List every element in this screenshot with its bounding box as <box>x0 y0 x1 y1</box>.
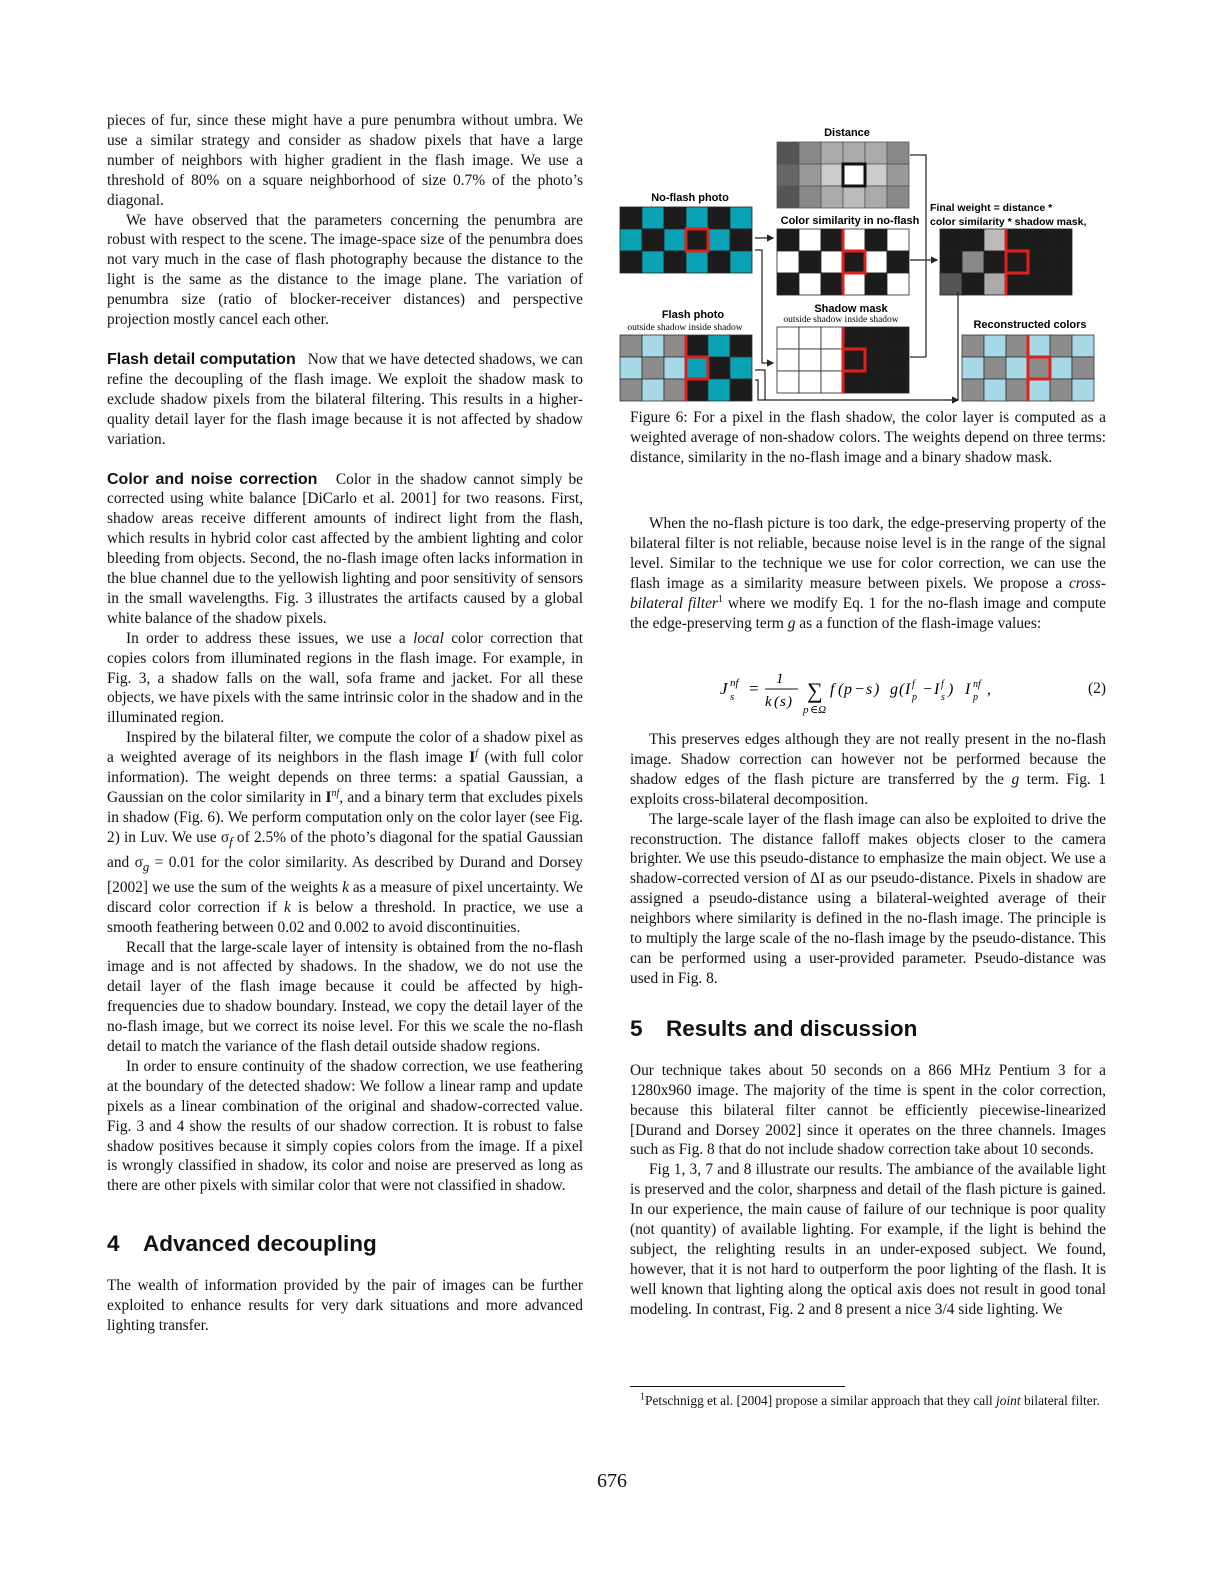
grid-cell <box>799 371 821 393</box>
label-reconstructed: Reconstructed colors <box>973 319 1087 331</box>
paragraph-heading: Color and noise correction <box>107 470 318 488</box>
paragraph: The large-scale layer of the flash image can also be exploited to drive the reconstruction. The distance falloff makes objects closer to the camera brighter. We use this pseudo-distance to emphasize the main object. We use a shadow-corrected version of ΔI as our pseudo-distance. Pixels in shadow are assigned a pseudo-distance using a bilateral-weighted average of their neighbors where similarity is defined in the no-flash image. The principle is to multiply the large scale of the no-flash image by the pseudo-distance. This can be performed using a user-provided parameter. Pseudo-distance was used in Fig. 8. <box>630 810 1106 987</box>
grid-cell <box>686 229 708 251</box>
grid-cell <box>887 327 909 349</box>
grid-cell <box>984 273 1006 295</box>
grid-cell <box>865 142 887 164</box>
grid-cell <box>1028 357 1050 379</box>
grid-cell <box>777 186 799 208</box>
grid-cell <box>984 251 1006 273</box>
svg-text:I: I <box>965 681 971 698</box>
grid-cell <box>799 327 821 349</box>
grid-cell <box>843 229 865 251</box>
grid-cell <box>664 207 686 229</box>
svg-text:−: − <box>854 681 865 698</box>
grid-cell <box>865 349 887 371</box>
grid-cell <box>843 186 865 208</box>
grid-cell <box>1050 379 1072 401</box>
paragraph: Our technique takes about 50 seconds on a 866 MHz Pentium 3 for a 1280x960 image. The majority of the time is spent in the color correction, because this bilateral filter cannot be efficiently piecewise-linearized [Durand and Dorsey 2002] since it operates on the three channels. Images such as Fig. 8 that do not include shadow correction take about 10 seconds. <box>630 1061 1106 1159</box>
grid-cell <box>865 251 887 273</box>
grid-cell <box>821 273 843 295</box>
grid-cell <box>887 142 909 164</box>
grid-cell <box>620 357 642 379</box>
grid-cell <box>620 251 642 273</box>
grid-cell <box>865 273 887 295</box>
grid-cell <box>1028 251 1050 273</box>
grid-cell <box>821 371 843 393</box>
grid-cell <box>642 379 664 401</box>
grid-cell <box>799 273 821 295</box>
grid-cell <box>1006 273 1028 295</box>
grid-cell <box>984 335 1006 357</box>
svg-text:I: I <box>905 681 911 698</box>
grid-cell <box>821 251 843 273</box>
grid-cell <box>962 357 984 379</box>
grid-cell <box>843 142 865 164</box>
label-distance: Distance <box>824 127 870 139</box>
grid-cell <box>799 186 821 208</box>
svg-text:=: = <box>748 679 760 698</box>
grid-cell <box>962 229 984 251</box>
grid-cell <box>708 251 730 273</box>
grid-cell <box>708 379 730 401</box>
svg-text:J: J <box>720 679 728 698</box>
grid-color-similarity <box>777 229 909 295</box>
grid-cell <box>843 371 865 393</box>
grid-cell <box>865 164 887 186</box>
svg-text:): ) <box>787 694 792 710</box>
grid-cell <box>865 186 887 208</box>
grid-cell <box>642 335 664 357</box>
grid-cell <box>620 229 642 251</box>
paragraph: The wealth of information provided by the pair of images can be further exploited to enhance results for very dark situations and more advanced lighting transfer. <box>107 1277 583 1335</box>
grid-cell <box>843 327 865 349</box>
svg-text:1: 1 <box>776 671 784 687</box>
section-heading-5: 5 Results and discussion <box>630 1015 918 1041</box>
grid-cell <box>777 273 799 295</box>
grid-cell <box>777 251 799 273</box>
grid-distance <box>777 142 909 208</box>
equation-number: (2) <box>1088 680 1106 697</box>
paragraph: When the no-flash picture is too dark, the edge-preserving property of the bilateral filter is not reliable, because noise level is in the range of the signal level. Similar to the technique we use for color correction, we can use the flash image as a similarity measure between pixels. We propose a cross-bilateral filter$^1$ where we modify Eq. 1 for the no-flash image and compute the edge-preserving term g as a function of the flash-image values: <box>630 515 1106 632</box>
right-column-lower <box>630 730 1106 1320</box>
grid-cell <box>708 229 730 251</box>
svg-text:I: I <box>934 681 940 698</box>
label-flash-sub: outside shadow inside shadow <box>627 323 743 333</box>
grid-cell <box>887 229 909 251</box>
grid-cell <box>887 273 909 295</box>
grid-cell <box>1050 273 1072 295</box>
grid-cell <box>865 371 887 393</box>
grid-shadow-mask <box>777 327 909 393</box>
grid-cell <box>664 229 686 251</box>
grid-cell <box>708 207 730 229</box>
grid-cell <box>686 207 708 229</box>
grid-reconstructed-colors <box>962 335 1094 401</box>
grid-cell <box>962 335 984 357</box>
grid-cell <box>730 379 752 401</box>
grid-cell <box>821 349 843 371</box>
grid-cell <box>1050 229 1072 251</box>
svg-text:s: s <box>866 681 873 698</box>
grid-cell <box>777 327 799 349</box>
grid-cell <box>620 207 642 229</box>
svg-text:s: s <box>730 691 735 703</box>
grid-cell <box>1006 357 1028 379</box>
paragraph: In order to ensure continuity of the shadow correction, we use feathering at the boundary of the detected shadow: We follow a linear ramp and update pixels as a linear combination of the original and shadow-corrected value. Fig. 3 and 4 show the results of our shadow correction. It is robust to false shadow positives because it simply copies colors from the image. If a pixel is wrongly classified in shadow, its color and noise are preserved as long as there are other pixels with similar color that were not classified in shadow. <box>107 1057 583 1195</box>
grid-cell <box>865 327 887 349</box>
figure-caption: Figure 6: For a pixel in the flash shadow, the color layer is computed as a weighted average of non-shadow colors. The weights depend on three terms: distance, similarity in the no-flash image and a binary shadow mask. <box>630 409 1106 466</box>
grid-cell <box>730 357 752 379</box>
svg-text:,: , <box>987 681 991 698</box>
grid-noflash-photo <box>620 207 752 273</box>
grid-cell <box>1006 335 1028 357</box>
grid-cell <box>1072 335 1094 357</box>
svg-text:): ) <box>874 681 880 698</box>
grid-cell <box>984 379 1006 401</box>
grid-cell <box>887 349 909 371</box>
paragraph-color-noise <box>107 470 583 629</box>
grid-cell <box>865 229 887 251</box>
grid-cell <box>940 273 962 295</box>
grid-cell <box>1050 335 1072 357</box>
figure-6-diagram <box>610 120 1110 410</box>
grid-cell <box>686 357 708 379</box>
grid-cell <box>843 349 865 371</box>
grid-cell <box>984 229 1006 251</box>
grid-cell <box>821 142 843 164</box>
left-column <box>107 111 583 1336</box>
grid-cell <box>1028 335 1050 357</box>
label-flash: Flash photo <box>661 309 725 321</box>
svg-text:nf: nf <box>730 677 739 689</box>
svg-text:∈Ω: ∈Ω <box>810 704 827 716</box>
paragraph-flash-detail <box>107 350 583 450</box>
grid-cell <box>1006 379 1028 401</box>
grid-cell <box>686 335 708 357</box>
paragraph: pieces of fur, since these might have a pure penumbra without umbra. We use a similar strategy and consider as shadow pixels that have a large number of neighbors with higher gradient in the flash image. We use a threshold of 80% on a square neighborhood of size 0.7% of the photo’s diagonal. <box>107 112 583 209</box>
grid-cell <box>1050 251 1072 273</box>
grid-cell <box>777 142 799 164</box>
grid-cell <box>777 371 799 393</box>
paragraph: In order to address these issues, we use a local color correction that copies colors from illuminated regions in the flash image. For example, in Fig. 3, a shadow falls on the wall, sofa frame and jacket. For all these objects, we have pixels with the same intrinsic color in the shadow and in the illuminated region. <box>107 629 583 727</box>
grid-cell <box>887 164 909 186</box>
svg-text:s: s <box>780 694 786 710</box>
svg-text:(: ( <box>899 681 905 698</box>
grid-cell <box>1028 229 1050 251</box>
grid-flash-photo <box>620 335 752 401</box>
grid-cell <box>664 251 686 273</box>
svg-text:(: ( <box>838 681 844 698</box>
svg-text:s: s <box>941 692 945 703</box>
grid-cell <box>940 251 962 273</box>
grid-cell <box>777 164 799 186</box>
label-final-weight-2: color similarity * shadow mask, <box>930 216 1087 228</box>
grid-cell <box>708 357 730 379</box>
svg-text:p: p <box>973 692 978 703</box>
grid-cell <box>730 251 752 273</box>
paragraph: Inspired by the bilateral filter, we compute the color of a shadow pixel as a weighted average of its neighbors in the flash image $I^f$ (with full color information). The weight depends on three terms: a spatial Gaussian, a Gaussian on the color similarity in $I^{nf}$, and a binary term that excludes pixels in shadow (Fig. 6). We perform computation only on the color layer (see Fig. 2) in Luv. We use $\sigma_f$ of 2.5% of the photo’s diagonal for the spatial Gaussian and $\sigma_g = 0.01$ for the color similarity. As described by Durand and Dorsey [2002] we use the sum of the weights k as a measure of pixel uncertainty. We discard color correction if k is below a threshold. In practice, we use a smooth feathering between 0.02 and 0.002 to avoid discontinuities. <box>107 729 583 936</box>
grid-cell <box>940 229 962 251</box>
grid-cell <box>843 164 865 186</box>
paragraph: Recall that the large-scale layer of intensity is obtained from the no-flash image and is not affected by shadows. In the shadow, we do not use the detail layer of the flash image because it could be affected by high-frequencies due to shadow boundary. Instead, we copy the detail layer of the no-flash image, but we correct its noise level. For this we scale the no-flash detail to match the variance of the flash detail outside shadow regions. <box>107 938 583 1056</box>
footnote-rule <box>630 1386 845 1387</box>
grid-cell <box>799 349 821 371</box>
grid-cell <box>843 251 865 273</box>
grid-cell <box>620 379 642 401</box>
grid-cell <box>664 335 686 357</box>
grid-cell <box>843 273 865 295</box>
grid-cell <box>664 379 686 401</box>
grid-cell <box>821 186 843 208</box>
grid-cell <box>821 164 843 186</box>
grid-cell <box>686 251 708 273</box>
paragraph: Fig 1, 3, 7 and 8 illustrate our results. The ambiance of the available light is preserved and the color, sharpness and detail of the flash picture is gained. In our experience, the main cause of failure of our technique is poor quality (not quantity) of available lighting. For example, if the light is behind the subject, the relighting results in an under-exposed subject. We found, however, that it is not hard to outperform the poor lighting of the flash. It is well known that lighting along the optical axis does not result in good tonal modeling. In contrast, Fig. 2 and 8 present a nice 3/4 side lighting. We <box>630 1161 1106 1318</box>
svg-text:p: p <box>844 681 852 698</box>
grid-cell <box>962 379 984 401</box>
section-heading-4: 4 Advanced decoupling <box>107 1231 377 1257</box>
grid-cell <box>730 207 752 229</box>
label-color-similarity: Color similarity in no-flash <box>780 215 920 227</box>
grid-cell <box>642 357 664 379</box>
paragraph: We have observed that the parameters concerning the penumbra are robust with respect to the scene. The image-space size of the penumbra does not vary much in the case of flash photography because the distance to the light is the same as the distance to the image plane. The variation of penumbra size (ratio of blocker-receiver distances) and perspective projection mostly cancel each other. <box>107 211 583 329</box>
grid-cell <box>1006 251 1028 273</box>
grid-cell <box>642 251 664 273</box>
svg-text:f: f <box>830 681 835 698</box>
grid-cell <box>962 251 984 273</box>
right-column-upper <box>630 514 1106 633</box>
grid-cell <box>799 164 821 186</box>
grid-cell <box>686 379 708 401</box>
svg-text:p: p <box>803 704 809 716</box>
svg-text:f: f <box>941 679 944 690</box>
equation-formula <box>720 668 1050 718</box>
svg-text:p: p <box>912 692 917 703</box>
grid-cell <box>708 335 730 357</box>
grid-cell <box>962 273 984 295</box>
grid-cell <box>887 251 909 273</box>
label-final-weight-1: Final weight = distance * <box>930 202 1053 214</box>
svg-text:(: ( <box>774 694 779 710</box>
paragraph-text: Color in the shadow cannot simply be corrected using white balance [DiCarlo et al. 2001] for two reasons. First, shadow areas receive different amounts of indirect light from the flash, which results in hybrid color cast affected by the ambient lighting and color bleeding from objects. Second, the no-flash image often lacks information in the blue channel due to the yellowish lighting and poor sensitivity of sensors in the small wavelengths. Fig. 3 illustrates the artifacts caused by a global white balance of the shadow pixels. <box>107 470 583 627</box>
grid-final-weight <box>940 229 1072 295</box>
grid-cell <box>887 186 909 208</box>
grid-cell <box>1072 379 1094 401</box>
grid-cell <box>821 327 843 349</box>
svg-text:−: − <box>922 681 933 698</box>
svg-text:∑: ∑ <box>807 678 823 703</box>
page-number: 676 <box>597 1470 627 1492</box>
grid-cell <box>777 349 799 371</box>
grid-cell <box>1028 379 1050 401</box>
svg-text:g: g <box>890 681 898 698</box>
grid-cell <box>799 229 821 251</box>
grid-cell <box>887 371 909 393</box>
grid-cell <box>799 251 821 273</box>
svg-text:): ) <box>948 681 954 698</box>
grid-cell <box>1050 357 1072 379</box>
grid-cell <box>799 142 821 164</box>
paragraph-heading: Flash detail computation <box>107 350 296 368</box>
grid-cell <box>984 357 1006 379</box>
label-noflash: No-flash photo <box>651 192 729 204</box>
svg-text:k: k <box>765 694 772 710</box>
grid-cell <box>1072 357 1094 379</box>
grid-cell <box>620 335 642 357</box>
grid-cell <box>664 357 686 379</box>
grid-cell <box>642 207 664 229</box>
paragraph: This preserves edges although they are not really present in the no-flash image. Shadow correction can however not be performed because the shadow edges of the flash picture are transferred by the g term. Fig. 1 exploits cross-bilateral decomposition. <box>630 731 1106 808</box>
footnote: $^1$Petschnigg et al. [2004] propose a similar approach that they call joint bilateral filter. <box>640 1391 1100 1408</box>
equation-2 <box>630 668 1106 718</box>
paragraph-text: Now that we have detected shadows, we can refine the decoupling of the flash image. We exploit the shadow mask to exclude shadow pixels from the bilateral filtering. This results in a higher-quality detail layer for the flash image because it is not affected by shadow variation. <box>107 350 583 448</box>
grid-cell <box>1028 273 1050 295</box>
grid-cell <box>777 229 799 251</box>
grid-cell <box>642 229 664 251</box>
grid-cell <box>1006 229 1028 251</box>
label-shadow-mask-sub: outside shadow inside shadow <box>783 315 899 325</box>
label-shadow-mask: Shadow mask <box>814 303 888 315</box>
grid-cell <box>821 229 843 251</box>
svg-text:f: f <box>912 679 915 690</box>
grid-cell <box>730 335 752 357</box>
grid-cell <box>730 229 752 251</box>
svg-text:nf: nf <box>973 679 981 690</box>
